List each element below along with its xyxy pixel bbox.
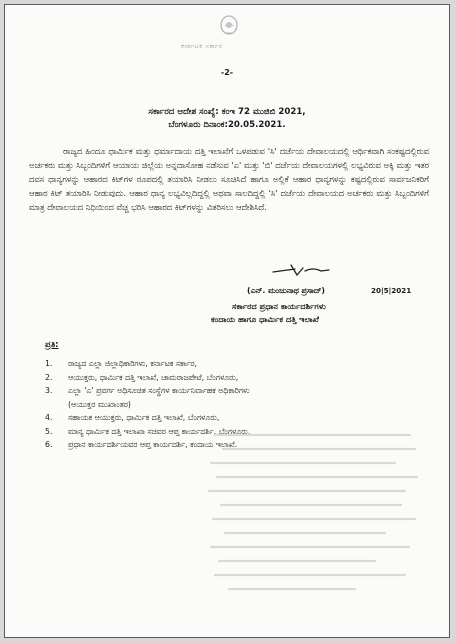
list-item-number: 3. — [45, 386, 53, 395]
list-item — [45, 411, 250, 425]
list-item-text: (ಆಯುಕ್ತರ ಮುಖಾಂತರ) — [68, 399, 131, 409]
list-item-text: ಮಾನ್ಯ ಧಾರ್ಮಿಕ ದತ್ತಿ ಇಲಾಖಾ ಸಚಿವರ ಆಪ್ತ ಕಾರ್ಯದರ್ಶಿ, ಬೆಂಗಳೂರು, — [68, 426, 251, 436]
page-number: -2- — [220, 68, 234, 77]
list-item-number: 6. — [45, 440, 53, 449]
order-place-date: ಬೆಂಗಳೂರು ದಿನಾಂಕ:20.05.2021. — [168, 120, 286, 130]
list-item-text: ರಾಜ್ಯದ ಎಲ್ಲಾ ಜಿಲ್ಲಾಧಿಕಾರಿಗಳು, ಕರ್ನಾಟಕ ಸರ್ಕಾರ, — [68, 359, 197, 368]
government-emblem-icon — [217, 13, 241, 39]
signatory-department: ಕಂದಾಯ ಹಾಗೂ ಧಾರ್ಮಿಕ ದತ್ತಿ ಇಲಾಖೆ — [211, 314, 319, 324]
list-item-continuation — [45, 398, 250, 412]
order-heading — [5, 106, 449, 132]
list-item-number: 5. — [45, 426, 53, 436]
government-header-line: ಕರ್ನಾಟಕ ಸರ್ಕಾರ — [181, 42, 223, 50]
order-number: ಸರ್ಕಾರದ ಆದೇಶ ಸಂಖ್ಯೆ: ಕಂಇ 72 ಮುಜಿಬಿ 2021, — [148, 107, 306, 117]
signatory-name: (ಎನ್. ಮಂಜುನಾಥ ಪ್ರಸಾದ್) — [247, 286, 325, 295]
handwritten-signature — [271, 263, 331, 277]
list-item-text: ಪ್ರಧಾನ ಕಾರ್ಯದರ್ಶಿಯವರ ಆಪ್ತ ಕಾರ್ಯದರ್ಶಿ, ಕಂದಾಯ ಇಲಾಖೆ. — [68, 440, 238, 449]
list-item-text: ಸಹಾಯಕ ಆಯುಕ್ತರು, ಧಾರ್ಮಿಕ ದತ್ತಿ ಇಲಾಖೆ, ಬೆಂಗಳೂರು, — [68, 413, 220, 422]
signature-date: 20|5|2021 — [371, 286, 412, 295]
list-item — [45, 371, 250, 385]
document-page — [4, 4, 450, 638]
copy-to-label: ಪ್ರತಿ: — [45, 339, 59, 349]
list-item-number: 2. — [45, 372, 53, 382]
list-item-text: ಆಯುಕ್ತರು, ಧಾರ್ಮಿಕ ದತ್ತಿ ಇಲಾಖೆ, ಚಾಮರಾಜಪೇಟೆ, ಬೆಂಗಳೂರು, — [68, 372, 239, 382]
list-item-text: ಎಲ್ಲಾ 'ಎ' ಪ್ರವರ್ಗ ಅಧಿಸೂಚಿತ ಸಂಸ್ಥೆಗಳ ಕಾರ್ಯನಿರ್ವಾಹಕ ಅಧಿಕಾರಿಗಳು — [68, 386, 250, 395]
list-item-number: 1. — [45, 359, 53, 368]
signatory-designation: ಸರ್ಕಾರದ ಪ್ರಧಾನ ಕಾರ್ಯದರ್ಶಿಗಳು — [232, 301, 326, 311]
list-item — [45, 384, 250, 398]
order-body-paragraph: ರಾಜ್ಯದ ಹಿಂದೂ ಧಾರ್ಮಿಕ ಮತ್ತು ಧರ್ಮಾದಾಯ ದತ್ತಿ ಇಲಾಖೆಗೆ ಒಳಪಡುವ 'ಸಿ' ದರ್ಜೆಯ ದೇವಾಲಯದಲ್ಲಿ ಆರ್ಥಿಕವಾಗಿ ಸಂಕಷ್ಟದಲ್ಲಿರುವ ಅರ್ಚಕರು ಮತ್ತು ಸಿಬ್ಬಂದಿಗಳಿಗೆ ಆಯಾಯ ಜಿಲ್ಲೆಯ ಅನ್ನದಾಸೋಹ ನಡೆಸುವ 'ಎ' ಮತ್ತು 'ಬಿ' ದರ್ಜೆಯ ದೇವಾಲಯಗಳಲ್ಲಿ ಲಭ್ಯವಿರುವ ಅಕ್ಕಿ ಮತ್ತು ಇತರ ದವಸ ಧಾನ್ಯಗಳನ್ನು ಆಹಾರದ ಕಿಟ್‌ಗಳ ರೂಪದಲ್ಲಿ ತಯಾರಿಸಿ ನೀಡಲು ಸೂಚಿಸಿದೆ ಹಾಗೂ ಅಲ್ಲಿಕೆ ಆಹಾರ ಧಾನ್ಯಗಳನ್ನು ಕಷ್ಟದಲ್ಲಿರುವ ಸಾರ್ವಜನಿಕರಿಗೆ ಆಹಾರ ಕಿಟ್ ತಯಾರಿಸಿ ನೀಡುವುದು. ಆಹಾರ ಧಾನ್ಯ ಲಭ್ಯವಿಲ್ಲದಿದ್ದಲ್ಲಿ ಅಥವಾ ಸಾಲದಿದ್ದಲ್ಲಿ 'ಸಿ' ದರ್ಜೆಯ ದೇವಾಲಯದ ಅರ್ಚಕರು ಮತ್ತು ಸಿಬ್ಬಂದಿಗಳಿಗೆ ಮಾತ್ರ ದೇವಾಲಯದ ನಿಧಿಯಿಂದ ವೆಚ್ಚ ಭರಿಸಿ ಆಹಾರದ ಕಿಟ್‌ಗಳನ್ನು ವಿತರಿಸಲು ಆದೇಶಿಸಿದೆ. — [29, 146, 429, 212]
reverse-side-bleed-through — [205, 425, 425, 615]
list-item — [45, 357, 250, 371]
list-item-number: 4. — [45, 413, 53, 422]
